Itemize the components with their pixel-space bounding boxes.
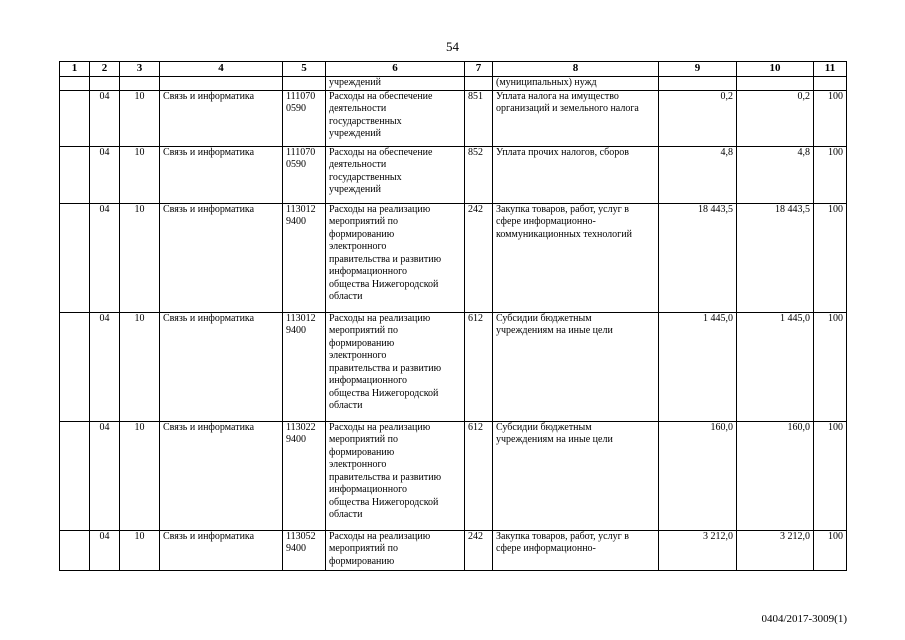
cell-line: формированию (329, 228, 395, 240)
expense-type-cell (493, 146, 659, 203)
table-row (60, 146, 847, 203)
cell-line: учреждениям на иные цели (496, 325, 613, 336)
cell-line: электронного (329, 241, 387, 252)
approved-amount-cell: 1 445,0 (659, 312, 737, 421)
cell-line: 9400 (286, 543, 306, 554)
execution-percent-cell: 100 (814, 146, 847, 203)
section-name-cell: Связь и информатика (160, 90, 283, 146)
executed-amount-cell: 4,8 (737, 146, 814, 203)
cell-line: 9400 (286, 434, 306, 445)
cell-line: 113052 (286, 530, 316, 542)
column-header: 3 (120, 62, 160, 77)
cell-line: мероприятий по (329, 216, 398, 227)
cell-line: учреждений (329, 184, 381, 195)
execution-percent-cell: 100 (814, 530, 847, 570)
column-header: 5 (283, 62, 326, 77)
header-row (60, 62, 847, 77)
subsection-code-cell: 10 (120, 421, 160, 530)
cell-line: мероприятий по (329, 325, 398, 336)
section-name-cell: Связь и информатика (160, 203, 283, 312)
cell-line: Закупка товаров, работ, услуг в (496, 203, 629, 215)
execution-percent-cell: 100 (814, 90, 847, 146)
cell-line: Расходы на обеспечение (329, 90, 433, 102)
expense-type-code-cell: 612 (465, 421, 493, 530)
cell-line: государственных (329, 115, 402, 127)
target-article-code-cell (283, 530, 326, 570)
cell-line: 0590 (286, 159, 306, 170)
expense-description-cell: учреждений (326, 77, 465, 91)
expense-description-cell (326, 421, 465, 530)
target-article-code-cell (283, 90, 326, 146)
approved-amount-cell: 4,8 (659, 146, 737, 203)
cell-line: мероприятий по (329, 434, 398, 445)
cell-line: электронного (329, 459, 387, 470)
cell-line: 113012 (286, 312, 316, 324)
cell-line: сфере информационно- (496, 543, 596, 554)
column-header: 8 (493, 62, 659, 77)
column-header: 2 (90, 62, 120, 77)
target-article-code-cell (283, 312, 326, 421)
cell-line: Расходы на реализацию (329, 312, 431, 324)
execution-percent-cell: 100 (814, 203, 847, 312)
document-code: 0404/2017-3009(1) (761, 613, 847, 625)
approved-amount-cell: 0,2 (659, 90, 737, 146)
execution-percent-cell: 100 (814, 421, 847, 530)
column-header: 1 (60, 62, 90, 77)
expense-type-cell (493, 90, 659, 146)
section-code-cell: 04 (90, 421, 120, 530)
section-name-cell: Связь и информатика (160, 530, 283, 570)
approved-amount-cell: 18 443,5 (659, 203, 737, 312)
cell-line: общества Нижегородской (329, 387, 439, 399)
expense-type-cell (493, 421, 659, 530)
cell-line: деятельности (329, 159, 387, 170)
cell-line: 113012 (286, 203, 316, 215)
cell-line: Расходы на реализацию (329, 421, 431, 433)
cell-line: области (329, 291, 363, 302)
column-header: 6 (326, 62, 465, 77)
cell-line: Расходы на реализацию (329, 203, 431, 215)
column-header: 10 (737, 62, 814, 77)
expense-type-code-cell: 612 (465, 312, 493, 421)
cell-line: правительства и развитию (329, 253, 442, 265)
target-article-code-cell (283, 421, 326, 530)
section-code-cell: 04 (90, 146, 120, 203)
section-code-cell: 04 (90, 312, 120, 421)
section-code-cell: 04 (90, 203, 120, 312)
cell-line: области (329, 509, 363, 520)
section-code-cell: 04 (90, 530, 120, 570)
column-header: 4 (160, 62, 283, 77)
table-row (60, 203, 847, 312)
cell-line: формированию (329, 446, 395, 458)
cell-line: области (329, 400, 363, 411)
expense-type-code-cell: 242 (465, 203, 493, 312)
expense-type-cell (493, 203, 659, 312)
expense-description-cell (326, 530, 465, 570)
column-header: 11 (814, 62, 847, 77)
approved-amount-cell: 3 212,0 (659, 530, 737, 570)
expense-description-cell (326, 203, 465, 312)
executed-amount-cell: 18 443,5 (737, 203, 814, 312)
cell-line: Расходы на обеспечение (329, 146, 433, 158)
cell-line: 9400 (286, 325, 306, 336)
cell-line: государственных (329, 171, 402, 183)
cell-line: электронного (329, 350, 387, 361)
expense-type-code-cell: 242 (465, 530, 493, 570)
row-number-cell (60, 421, 90, 530)
subsection-code-cell: 10 (120, 203, 160, 312)
column-header: 7 (465, 62, 493, 77)
execution-percent-cell: 100 (814, 312, 847, 421)
executed-amount-cell: 160,0 (737, 421, 814, 530)
expense-description-cell (326, 312, 465, 421)
cell-line: общества Нижегородской (329, 278, 439, 290)
executed-amount-cell: 0,2 (737, 90, 814, 146)
cell-line: Уплата прочих налогов, сборов (496, 146, 629, 158)
subsection-code-cell: 10 (120, 90, 160, 146)
cell-line: общества Нижегородской (329, 496, 439, 508)
subsection-code-cell: 10 (120, 312, 160, 421)
row-number-cell (60, 146, 90, 203)
cell-line: сфере информационно- (496, 216, 596, 227)
cell-line: 111070 (286, 90, 316, 102)
table-row (60, 421, 847, 530)
cell-line: учреждениям на иные цели (496, 434, 613, 445)
expense-type-cell (493, 312, 659, 421)
continuation-row (60, 77, 847, 91)
row-number-cell (60, 312, 90, 421)
cell-line: Уплата налога на имущество (496, 90, 619, 102)
executed-amount-cell: 1 445,0 (737, 312, 814, 421)
cell-line: информационного (329, 375, 407, 386)
cell-line: Субсидии бюджетным (496, 312, 592, 324)
cell-line: формированию (329, 337, 395, 349)
expense-type-cell: (муниципальных) нужд (493, 77, 659, 91)
subsection-code-cell: 10 (120, 146, 160, 203)
expense-type-cell (493, 530, 659, 570)
cell-line: 9400 (286, 216, 306, 227)
section-code-cell: 04 (90, 90, 120, 146)
expense-type-code-cell: 852 (465, 146, 493, 203)
cell-line: учреждений (329, 128, 381, 139)
cell-line: Субсидии бюджетным (496, 421, 592, 433)
cell-line: формированию (329, 555, 395, 567)
cell-line: информационного (329, 266, 407, 277)
approved-amount-cell: 160,0 (659, 421, 737, 530)
cell-line: правительства и развитию (329, 362, 442, 374)
expense-description-cell (326, 146, 465, 203)
cell-line: деятельности (329, 103, 387, 114)
expense-description-cell (326, 90, 465, 146)
cell-line: 111070 (286, 146, 316, 158)
subsection-code-cell: 10 (120, 530, 160, 570)
table-row (60, 90, 847, 146)
cell-line: 0590 (286, 103, 306, 114)
target-article-code-cell (283, 203, 326, 312)
executed-amount-cell: 3 212,0 (737, 530, 814, 570)
row-number-cell (60, 530, 90, 570)
cell-line: коммуникационных технологий (496, 228, 632, 240)
row-number-cell (60, 203, 90, 312)
target-article-code-cell (283, 146, 326, 203)
expense-type-code-cell: 851 (465, 90, 493, 146)
table-row (60, 312, 847, 421)
cell-line: мероприятий по (329, 543, 398, 554)
cell-line: информационного (329, 484, 407, 495)
page-number: 54 (446, 39, 459, 54)
cell-line: Расходы на реализацию (329, 530, 431, 542)
table-row (60, 530, 847, 570)
column-header: 9 (659, 62, 737, 77)
section-name-cell: Связь и информатика (160, 146, 283, 203)
cell-line: правительства и развитию (329, 471, 442, 483)
section-name-cell: Связь и информатика (160, 421, 283, 530)
section-name-cell: Связь и информатика (160, 312, 283, 421)
budget-table (59, 61, 847, 571)
cell-line: 113022 (286, 421, 316, 433)
cell-line: организаций и земельного налога (496, 103, 639, 114)
row-number-cell (60, 90, 90, 146)
cell-line: Закупка товаров, работ, услуг в (496, 530, 629, 542)
